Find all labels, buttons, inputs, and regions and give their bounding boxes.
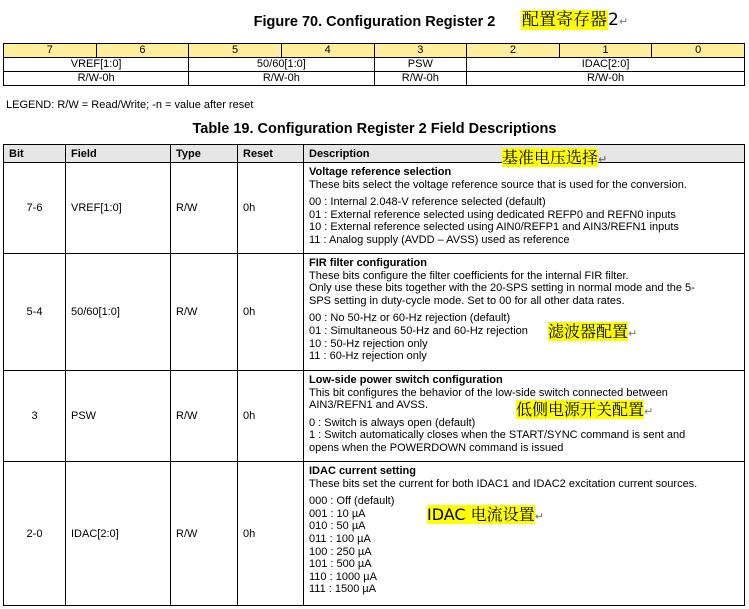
bit-1: 1 xyxy=(559,44,652,58)
bit-0: 0 xyxy=(652,44,745,58)
register-diagram xyxy=(3,43,745,86)
option-line: 101 : 500 µA xyxy=(309,558,372,571)
row-description xyxy=(304,462,745,606)
table-title: Table 19. Configuration Register 2 Field Descriptions xyxy=(192,121,557,137)
row-note: IDAC 电流设置 xyxy=(427,505,535,524)
bit-4: 4 xyxy=(281,44,374,58)
option-line: opens when the POWERDOWN command is issued xyxy=(309,441,564,454)
option-line: 01 : External reference selected using dedicated REFP0 and REFN0 inputs xyxy=(309,208,676,221)
row-description xyxy=(304,371,745,462)
register-access-row xyxy=(4,72,745,86)
row-bit: 3 xyxy=(4,371,66,462)
register-field-idac: IDAC[2:0] xyxy=(467,58,745,72)
return-mark-icon: ↵ xyxy=(628,328,638,340)
register-field-5060: 50/60[1:0] xyxy=(189,58,374,72)
figure-title: Figure 70. Configuration Register 2 xyxy=(253,14,496,30)
description-text: SPS setting in duty-cycle mode. Set to 00 for all other data rates. xyxy=(309,294,625,307)
return-mark-icon: ↵ xyxy=(534,511,544,523)
register-access-idac: R/W-0h xyxy=(467,72,745,86)
description-title: Voltage reference selection xyxy=(309,166,452,178)
option-line: 011 : 100 µA xyxy=(309,532,371,545)
register-access-vref: R/W-0h xyxy=(4,72,189,86)
bit-7: 7 xyxy=(4,44,97,58)
row-type: R/W xyxy=(171,371,238,462)
row-type: R/W xyxy=(171,462,238,606)
bit-2: 2 xyxy=(467,44,560,58)
option-line: 0 : Switch is always open (default) xyxy=(309,416,476,429)
register-access-psw: R/W-0h xyxy=(374,72,467,86)
option-line: 11 : Analog supply (AVDD – AVSS) used as reference xyxy=(309,233,570,246)
table-row xyxy=(4,371,745,462)
description-text: These bits configure the filter coefficients for the internal FIR filter. xyxy=(309,269,629,282)
row-type: R/W xyxy=(171,163,238,254)
table-row xyxy=(4,462,745,606)
header-field: Field xyxy=(66,145,171,163)
return-mark-icon: ↵ xyxy=(618,15,629,28)
row-bit: 7-6 xyxy=(4,163,66,254)
option-line: 01 : Simultaneous 50-Hz and 60-Hz rejection xyxy=(309,324,528,337)
description-title: Low-side power switch configuration xyxy=(309,374,503,386)
description-text: These bits set the current for both IDAC1 and IDAC2 excitation current sources. xyxy=(309,477,698,490)
option-line: 11 : 60-Hz rejection only xyxy=(309,350,427,363)
register-field-vref: VREF[1:0] xyxy=(4,58,189,72)
description-title: IDAC current setting xyxy=(309,465,416,477)
bit-5: 5 xyxy=(189,44,282,58)
row-reset: 0h xyxy=(238,371,304,462)
legend: LEGEND: R/W = Read/Write; -n = value after reset xyxy=(6,99,254,111)
option-line: 00 : No 50-Hz or 60-Hz rejection (default) xyxy=(309,312,511,325)
header-description xyxy=(304,145,745,167)
header-bit: Bit xyxy=(4,145,66,163)
register-access-5060: R/W-0h xyxy=(189,72,374,86)
option-line: 10 : External reference selected using AIN0/REFP1 and AIN3/REFN1 inputs xyxy=(309,221,679,234)
option-line: 000 : Off (default) xyxy=(309,495,395,508)
description-text: These bits select the voltage reference source that is used for the conversion. xyxy=(309,178,687,191)
field-description-table xyxy=(3,144,745,606)
figure-note-suffix: 2 xyxy=(608,10,619,30)
figure-annotation xyxy=(521,10,628,31)
description-text: Only use these bits together with the 20-SPS setting in normal mode and the 5- xyxy=(309,282,695,295)
row-annotation xyxy=(548,323,637,341)
header-type: Type xyxy=(171,145,238,163)
row-description xyxy=(304,163,745,254)
row-reset: 0h xyxy=(238,254,304,371)
register-field-row xyxy=(4,58,745,72)
return-mark-icon: ↵ xyxy=(598,154,608,166)
header-note: 基准电压选择 xyxy=(502,148,599,167)
description-title: FIR filter configuration xyxy=(309,257,427,269)
bit-6: 6 xyxy=(96,44,189,58)
header-annotation xyxy=(502,149,607,168)
description-text: This bit configures the behavior of the low-side switch connected between xyxy=(309,386,668,399)
row-field: PSW xyxy=(66,371,171,462)
row-bit: 2-0 xyxy=(4,462,66,606)
bit-3: 3 xyxy=(374,44,467,58)
table-header-row xyxy=(4,145,745,163)
option-line: 001 : 10 µA xyxy=(309,507,366,520)
return-mark-icon: ↵ xyxy=(644,406,654,418)
header-reset: Reset xyxy=(238,145,304,163)
row-reset: 0h xyxy=(238,462,304,606)
register-field-psw: PSW xyxy=(374,58,467,72)
option-line: 1 : Switch automatically closes when the START/SYNC command is sent and xyxy=(309,429,686,442)
option-line: 110 : 1000 µA xyxy=(309,570,377,583)
row-note: 滤波器配置 xyxy=(548,322,629,341)
header-description-label: Description xyxy=(309,147,370,160)
row-description xyxy=(304,254,745,371)
description-text: AIN3/REFN1 and AVSS. xyxy=(309,399,429,412)
option-line: 00 : Internal 2.048-V reference selected (default) xyxy=(309,196,546,209)
option-line: 111 : 1500 µA xyxy=(309,583,377,596)
table-row xyxy=(4,254,745,371)
register-bit-row xyxy=(4,44,745,58)
row-type: R/W xyxy=(171,254,238,371)
row-field: VREF[1:0] xyxy=(66,163,171,254)
option-line: 010 : 50 µA xyxy=(309,520,366,533)
table-row xyxy=(4,163,745,254)
row-annotation xyxy=(516,401,653,419)
row-field: 50/60[1:0] xyxy=(66,254,171,371)
figure-note: 配置寄存器 xyxy=(522,10,607,30)
row-annotation xyxy=(427,506,544,524)
row-field: IDAC[2:0] xyxy=(66,462,171,606)
row-bit: 5-4 xyxy=(4,254,66,371)
option-line: 10 : 50-Hz rejection only xyxy=(309,337,428,350)
row-reset: 0h xyxy=(238,163,304,254)
option-line: 100 : 250 µA xyxy=(309,545,372,558)
row-note: 低侧电源开关配置 xyxy=(516,400,645,419)
